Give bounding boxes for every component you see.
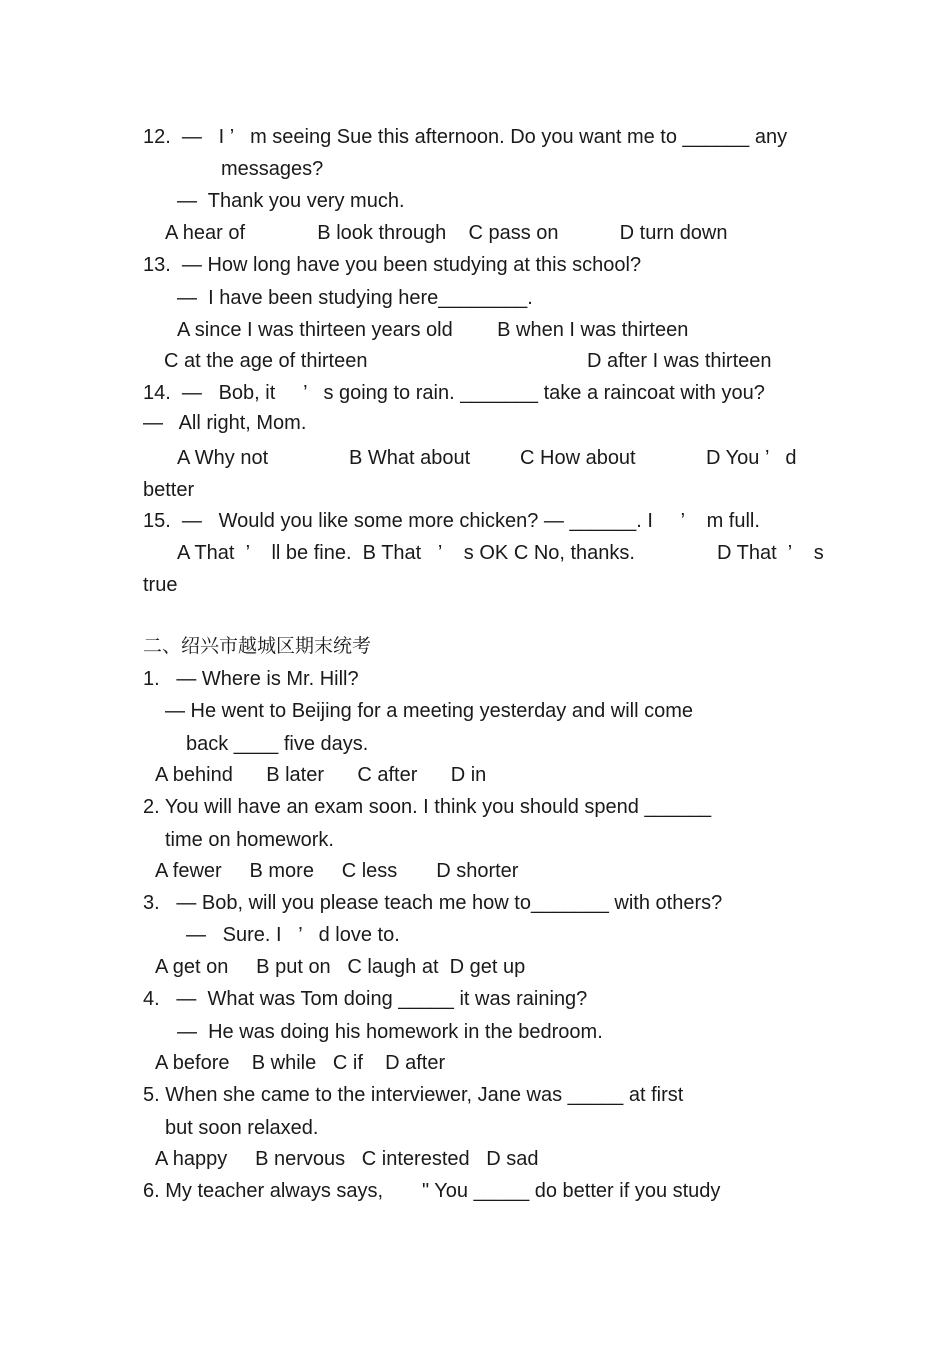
q14-option-d-cont: better bbox=[143, 479, 195, 501]
s2-q2-stem-cont: time on homework. bbox=[165, 829, 334, 851]
q15-option-d-cont: true bbox=[143, 574, 178, 596]
s2-q3-stem: 3. — Bob, will you please teach me how to_______ with others? bbox=[143, 892, 723, 914]
s2-q5-stem: 5. When she came to the interviewer, Jane was _____ at first bbox=[143, 1084, 684, 1106]
q15-options-abc: A That ’ ll be fine. B That ’ s OK C No, thanks. bbox=[177, 542, 635, 564]
q14-option-c: C How about bbox=[520, 447, 636, 469]
section-heading: 二、绍兴市越城区期末统考 bbox=[143, 635, 372, 657]
q12-reply: — Thank you very much. bbox=[177, 190, 405, 212]
q12-stem: 12. — I ’ m seeing Sue this afternoon. Do you want me to ______ any bbox=[143, 126, 788, 148]
s2-q1-stem: 1. — Where is Mr. Hill? bbox=[143, 668, 359, 690]
q13-option-d: D after I was thirteen bbox=[587, 350, 772, 372]
q13-stem: 13. — How long have you been studying at this school? bbox=[143, 254, 642, 276]
q14-option-a: A Why not bbox=[177, 447, 269, 469]
s2-q5-options: A happy B nervous C interested D sad bbox=[155, 1148, 539, 1170]
s2-q4-stem: 4. — What was Tom doing _____ it was raining? bbox=[143, 988, 588, 1010]
s2-q6-stem: 6. My teacher always says, " You _____ do better if you study bbox=[143, 1180, 721, 1202]
q14-reply: — All right, Mom. bbox=[143, 412, 307, 434]
s2-q1-reply: — He went to Beijing for a meeting yesterday and will come bbox=[165, 700, 694, 722]
q14-stem: 14. — Bob, it ’ s going to rain. _______ take a raincoat with you? bbox=[143, 382, 765, 404]
s2-q4-options: A before B while C if D after bbox=[155, 1052, 446, 1074]
s2-q2-stem: 2. You will have an exam soon. I think you should spend ______ bbox=[143, 796, 712, 818]
s2-q1-reply-cont: back ____ five days. bbox=[186, 733, 369, 755]
s2-q5-stem-cont: but soon relaxed. bbox=[165, 1117, 319, 1139]
q15-stem: 15. — Would you like some more chicken? — ______. I ’ m full. bbox=[143, 510, 760, 532]
s2-q2-options: A fewer B more C less D shorter bbox=[155, 860, 519, 882]
q13-option-c: C at the age of thirteen bbox=[164, 350, 368, 372]
s2-q4-reply: — He was doing his homework in the bedroom. bbox=[177, 1021, 603, 1043]
q12-stem-cont: messages? bbox=[221, 158, 324, 180]
q14-option-b: B What about bbox=[349, 447, 471, 469]
q15-option-d: D That ’ s bbox=[717, 542, 824, 564]
q13-options-ab: A since I was thirteen years old B when I was thirteen bbox=[177, 319, 689, 341]
q12-options: A hear of B look through C pass on D turn down bbox=[165, 222, 728, 244]
s2-q3-options: A get on B put on C laugh at D get up bbox=[155, 956, 526, 978]
q13-reply: — I have been studying here________. bbox=[177, 287, 533, 309]
s2-q3-reply: — Sure. I ’ d love to. bbox=[186, 924, 400, 946]
q14-option-d: D You ’ d bbox=[706, 447, 797, 469]
s2-q1-options: A behind B later C after D in bbox=[155, 764, 487, 786]
